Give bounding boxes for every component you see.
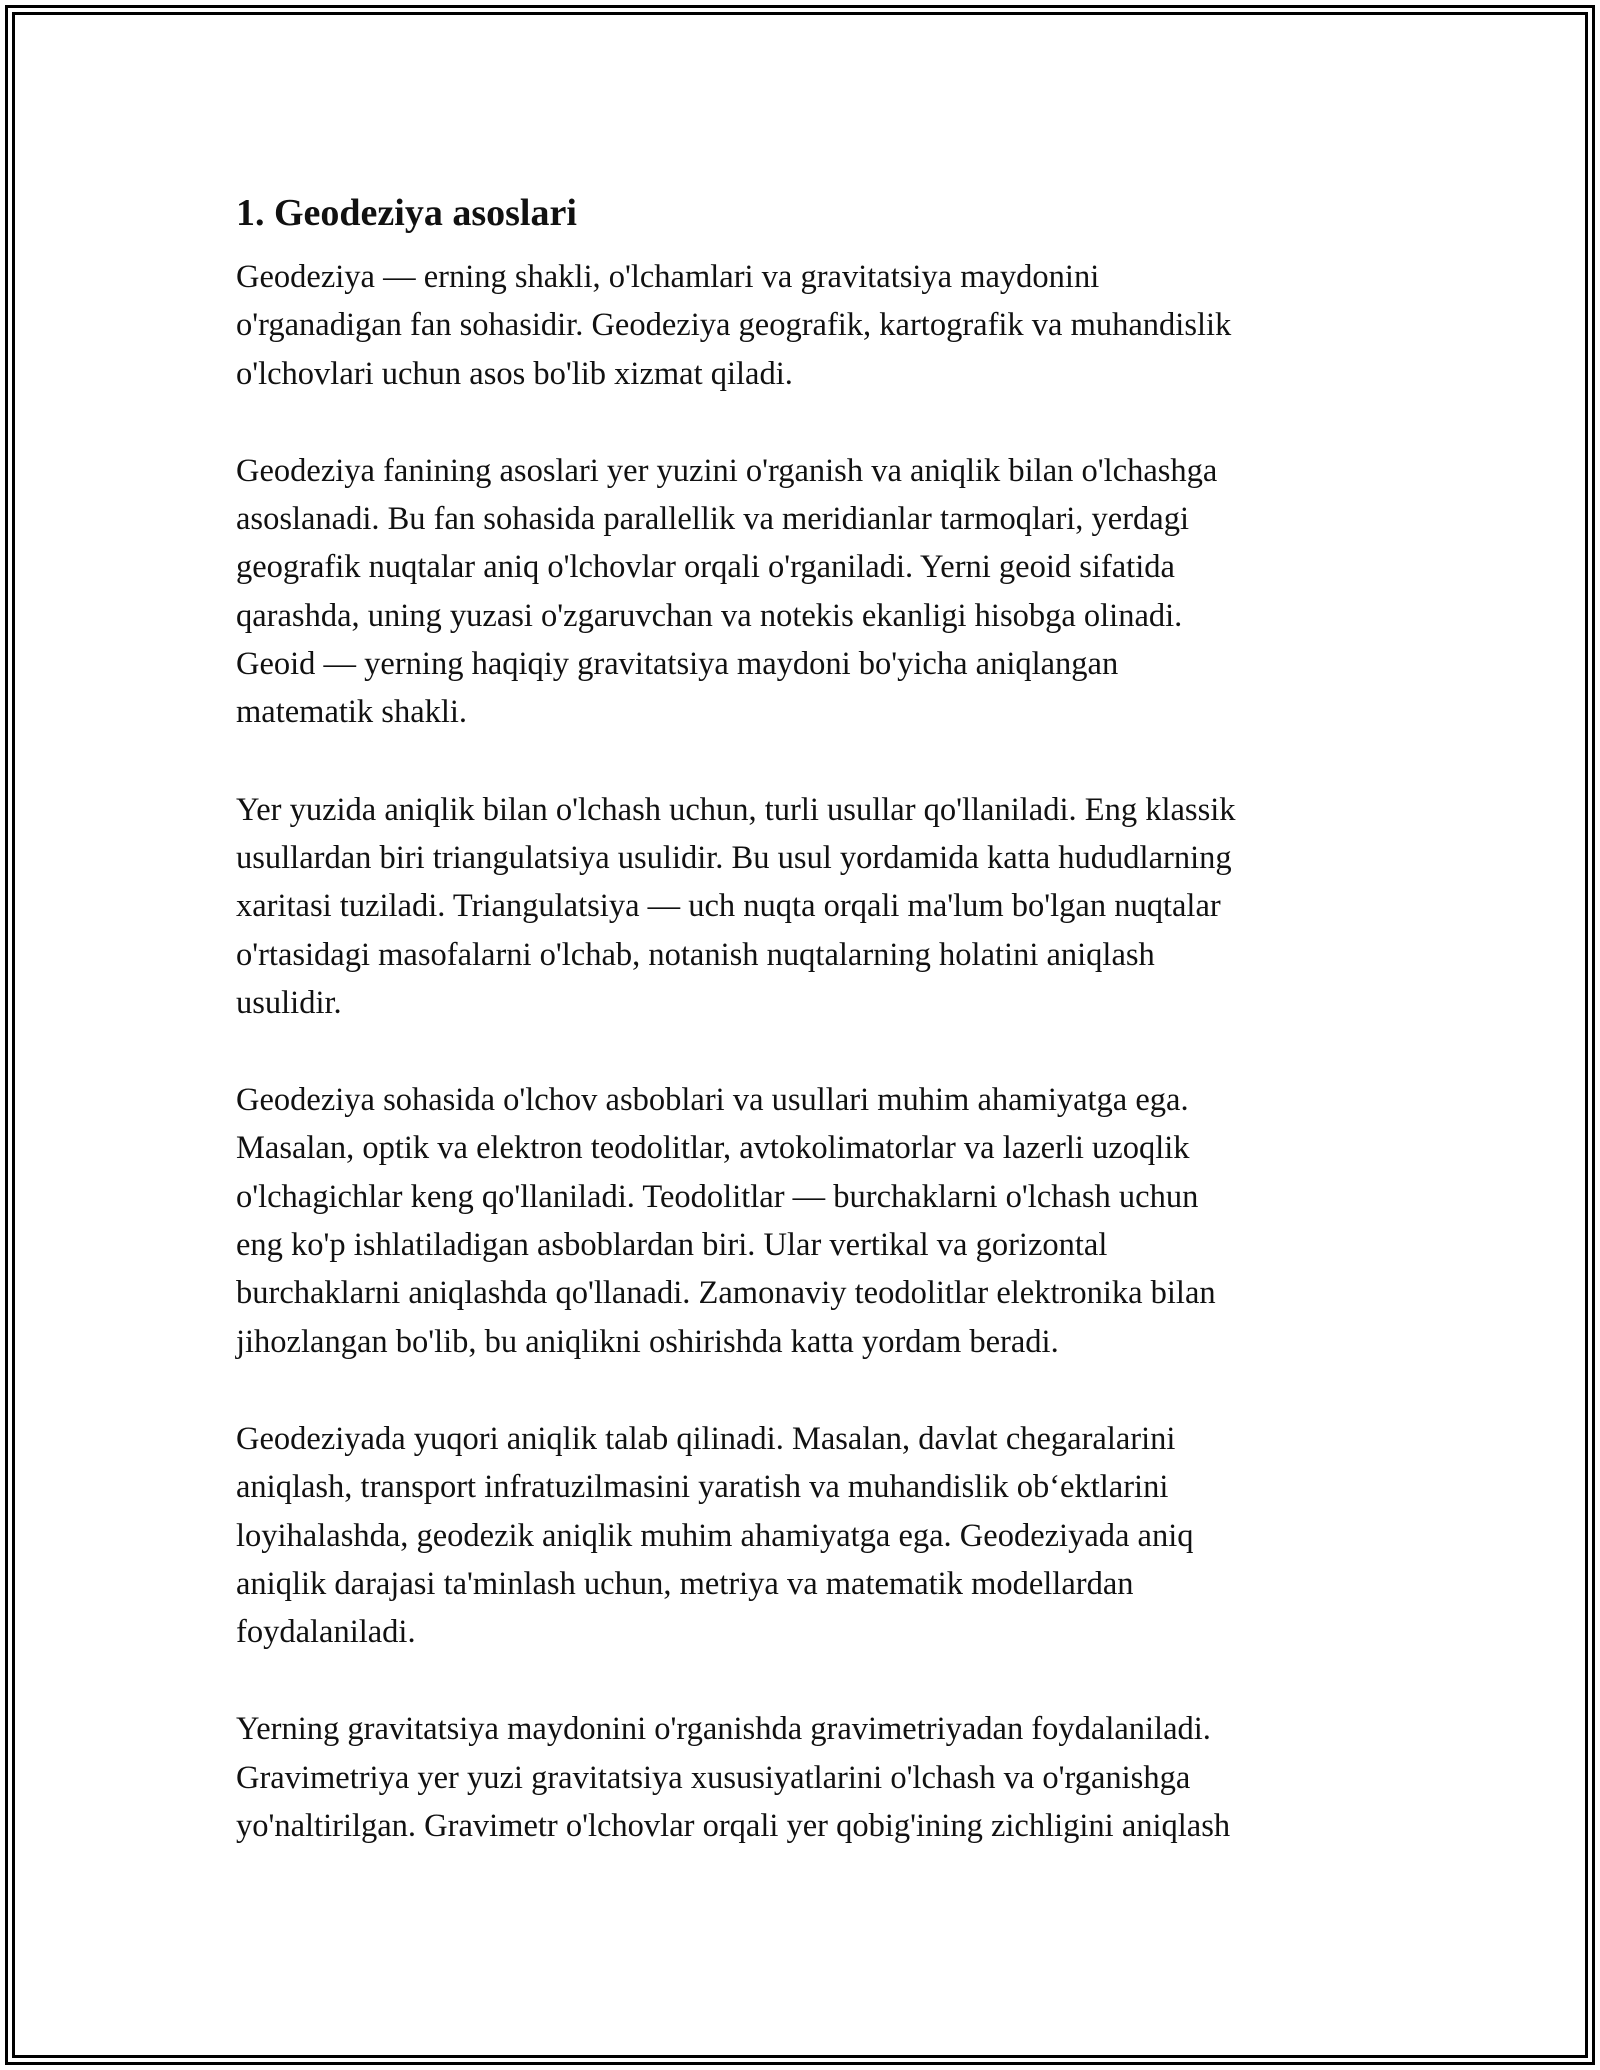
text-line: Yerning gravitatsiya maydonini o'rganishda gravimetriyadan foydalaniladi. (236, 1711, 1211, 1748)
text-line: usullardan biri triangulatsiya usulidir. Bu usul yordamida katta hududlarning (236, 839, 1232, 876)
text-line: aniqlash, transport infratuzilmasini yaratish va muhandislik ob‘ektlarini (236, 1469, 1169, 1506)
text-line: o'lchovlari uchun asos bo'lib xizmat qiladi. (236, 355, 793, 392)
paragraph-5 (236, 1415, 1376, 1656)
text-line: matematik shakli. (236, 694, 468, 731)
text-line: qarashda, uning yuzasi o'zgaruvchan va notekis ekanligi hisobga olinadi. (236, 597, 1183, 634)
text-line: usulidir. (236, 984, 342, 1021)
text-line: eng ko'p ishlatiladigan asboblardan biri. Ular vertikal va gorizontal (236, 1227, 1108, 1264)
text-line: jihozlangan bo'lib, bu aniqlikni oshirishda katta yordam beradi. (236, 1323, 1059, 1360)
text-line: yo'naltirilgan. Gravimetr o'lchovlar orqali yer qobig'ining zichligini aniqlash (236, 1808, 1231, 1845)
text-line: Masalan, optik va elektron teodolitlar, avtokolimatorlar va lazerli uzoqlik (236, 1130, 1190, 1167)
text-line: loyihalashda, geodezik aniqlik muhim ahamiyatga ega. Geodeziyada aniq (236, 1517, 1194, 1554)
paragraph-3 (236, 786, 1376, 1027)
text-line: Gravimetriya yer yuzi gravitatsiya xususiyatlarini o'lchash va o'rganishga (236, 1759, 1191, 1796)
paragraph-6 (236, 1705, 1376, 1850)
text-line: xaritasi tuziladi. Triangulatsiya — uch nuqta orqali ma'lum bo'lgan nuqtalar (236, 888, 1221, 925)
section-heading: 1. Geodeziya asoslari (236, 192, 577, 234)
text-line: asoslanadi. Bu fan sohasida parallellik va meridianlar tarmoqlari, yerdagi (236, 501, 1190, 538)
text-line: o'rtasidagi masofalarni o'lchab, notanish nuqtalarning holatini aniqlash (236, 936, 1155, 973)
paragraph-1 (236, 253, 1376, 398)
paragraph-4 (236, 1076, 1376, 1366)
text-line: Geodeziyada yuqori aniqlik talab qilinadi. Masalan, davlat chegaralarini (236, 1420, 1176, 1457)
text-line: burchaklarni aniqlashda qo'llanadi. Zamonaviy teodolitlar elektronika bilan (236, 1275, 1216, 1312)
text-line: Geodeziya fanining asoslari yer yuzini o'rganish va aniqlik bilan o'lchashga (236, 452, 1218, 489)
text-line: geografik nuqtalar aniq o'lchovlar orqali o'rganiladi. Yerni geoid sifatida (236, 549, 1175, 586)
text-line: Geodeziya sohasida o'lchov asboblari va usullari muhim ahamiyatga ega. (236, 1082, 1189, 1119)
text-line: Geoid — yerning haqiqiy gravitatsiya maydoni bo'yicha aniqlangan (236, 646, 1119, 683)
document-body (236, 185, 1376, 1899)
text-line: Yer yuzida aniqlik bilan o'lchash uchun, turli usullar qo'llaniladi. Eng klassik (236, 791, 1236, 828)
text-line: foydalaniladi. (236, 1614, 416, 1651)
text-line: o'rganadigan fan sohasidir. Geodeziya geografik, kartografik va muhandislik (236, 307, 1232, 344)
paragraph-2 (236, 447, 1376, 737)
text-line: Geodeziya — erning shakli, o'lchamlari va gravitatsiya maydonini (236, 259, 1100, 295)
text-line: aniqlik darajasi ta'minlash uchun, metriya va matematik modellardan (236, 1565, 1134, 1602)
text-line: o'lchagichlar keng qo'llaniladi. Teodolitlar — burchaklarni o'lchash uchun (236, 1178, 1199, 1215)
